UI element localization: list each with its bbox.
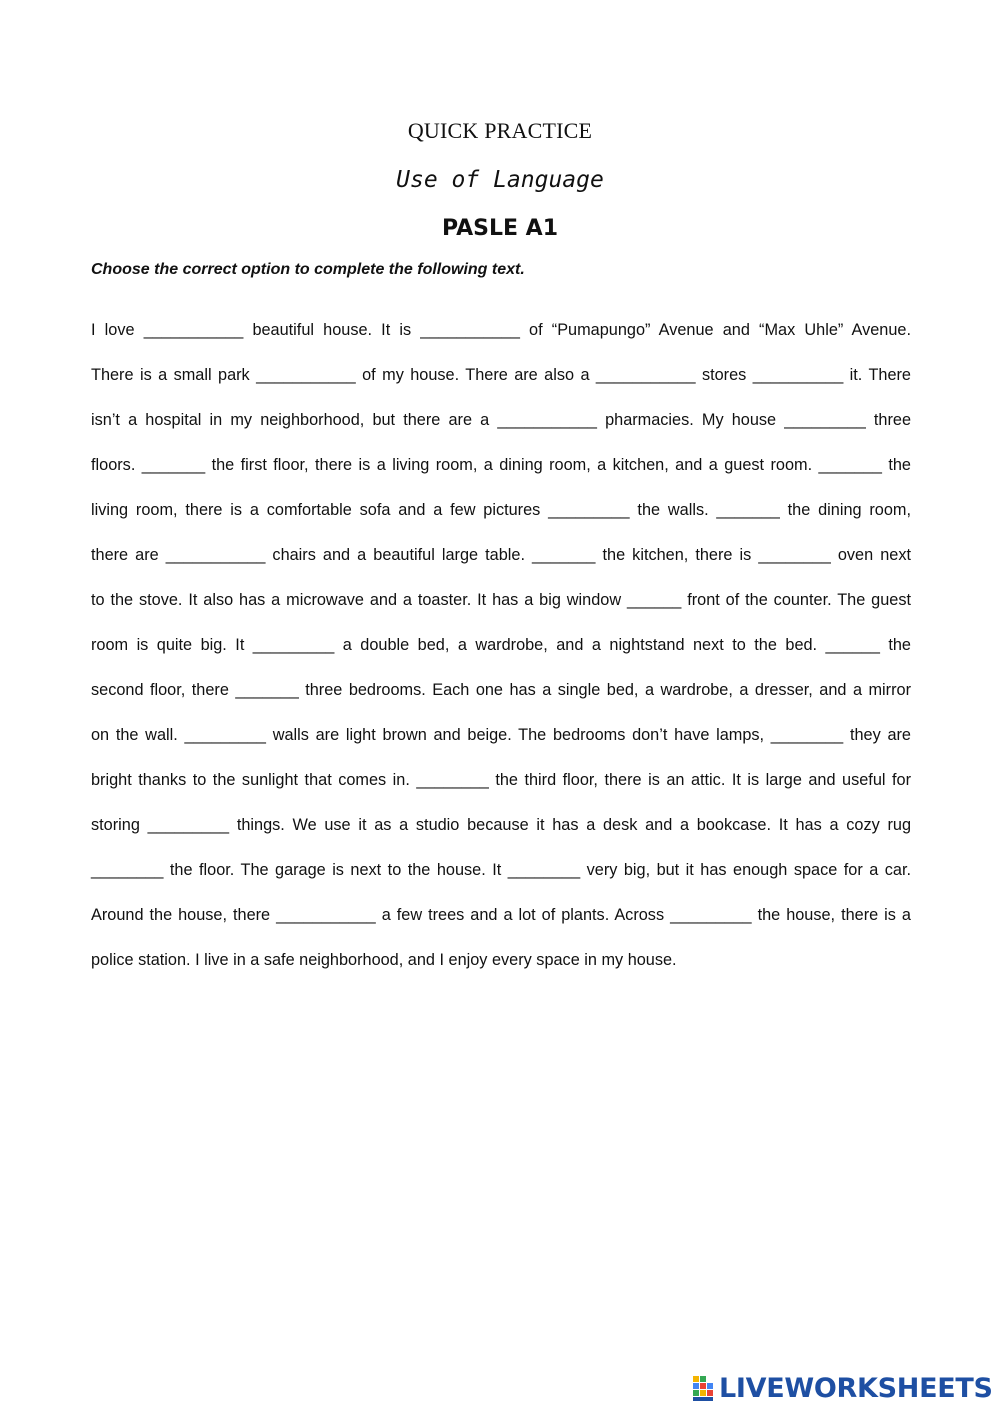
passage: [91, 318, 911, 993]
liveworksheets-logo: [693, 1373, 993, 1404]
passage-line: bright thanks to the sunlight that comes in. ________ the third floor, there is an attic. It is large and useful for: [91, 771, 911, 789]
passage-line: there are ___________ chairs and a beautiful large table. _______ the kitchen, there is ________ oven next: [91, 546, 911, 564]
page-title: QUICK PRACTICE: [407, 118, 593, 143]
passage-line: I love ___________ beautiful house. It is ___________ of “Pumapungo” Avenue and “Max Uhle” Avenue.: [91, 321, 911, 339]
passage-line: storing _________ things. We use it as a studio because it has a desk and a bookcase. It has a cozy rug: [91, 816, 911, 834]
liveworksheets-logo-icon: [693, 1376, 715, 1402]
passage-line: room is quite big. It _________ a double bed, a wardrobe, and a nightstand next to the bed. ______ the: [91, 636, 911, 654]
level-heading: PASLE A1: [441, 216, 558, 241]
passage-line: police station. I live in a safe neighborhood, and I enjoy every space in my house.: [91, 951, 677, 969]
passage-line: to the stove. It also has a microwave and a toaster. It has a big window ______ front of the counter. The guest: [91, 591, 911, 609]
page-subtitle: Use of Language: [396, 167, 604, 193]
passage-line: isn’t a hospital in my neighborhood, but there are a ___________ pharmacies. My house _________ three: [91, 411, 911, 429]
passage-line: floors. _______ the first floor, there is a living room, a dining room, a kitchen, and a guest room. _______ the: [91, 456, 911, 474]
passage-line: ________ the floor. The garage is next to the house. It ________ very big, but it has enough space for a car.: [91, 861, 911, 879]
instructions: Choose the correct option to complete the following text.: [91, 261, 525, 278]
passage-line: Around the house, there ___________ a few trees and a lot of plants. Across _________ the house, there is a: [91, 906, 911, 924]
passage-line: living room, there is a comfortable sofa and a few pictures _________ the walls. _______ the dining room,: [91, 501, 911, 519]
logo-text: LIVEWORKSHEETS: [719, 1373, 993, 1404]
passage-line: on the wall. _________ walls are light brown and beige. The bedrooms don’t have lamps, ________ they are: [91, 726, 911, 744]
passage-line: second floor, there _______ three bedrooms. Each one has a single bed, a wardrobe, a dresser, and a mirror: [91, 681, 911, 699]
passage-line: There is a small park ___________ of my house. There are also a ___________ stores __________ it. There: [91, 366, 911, 384]
